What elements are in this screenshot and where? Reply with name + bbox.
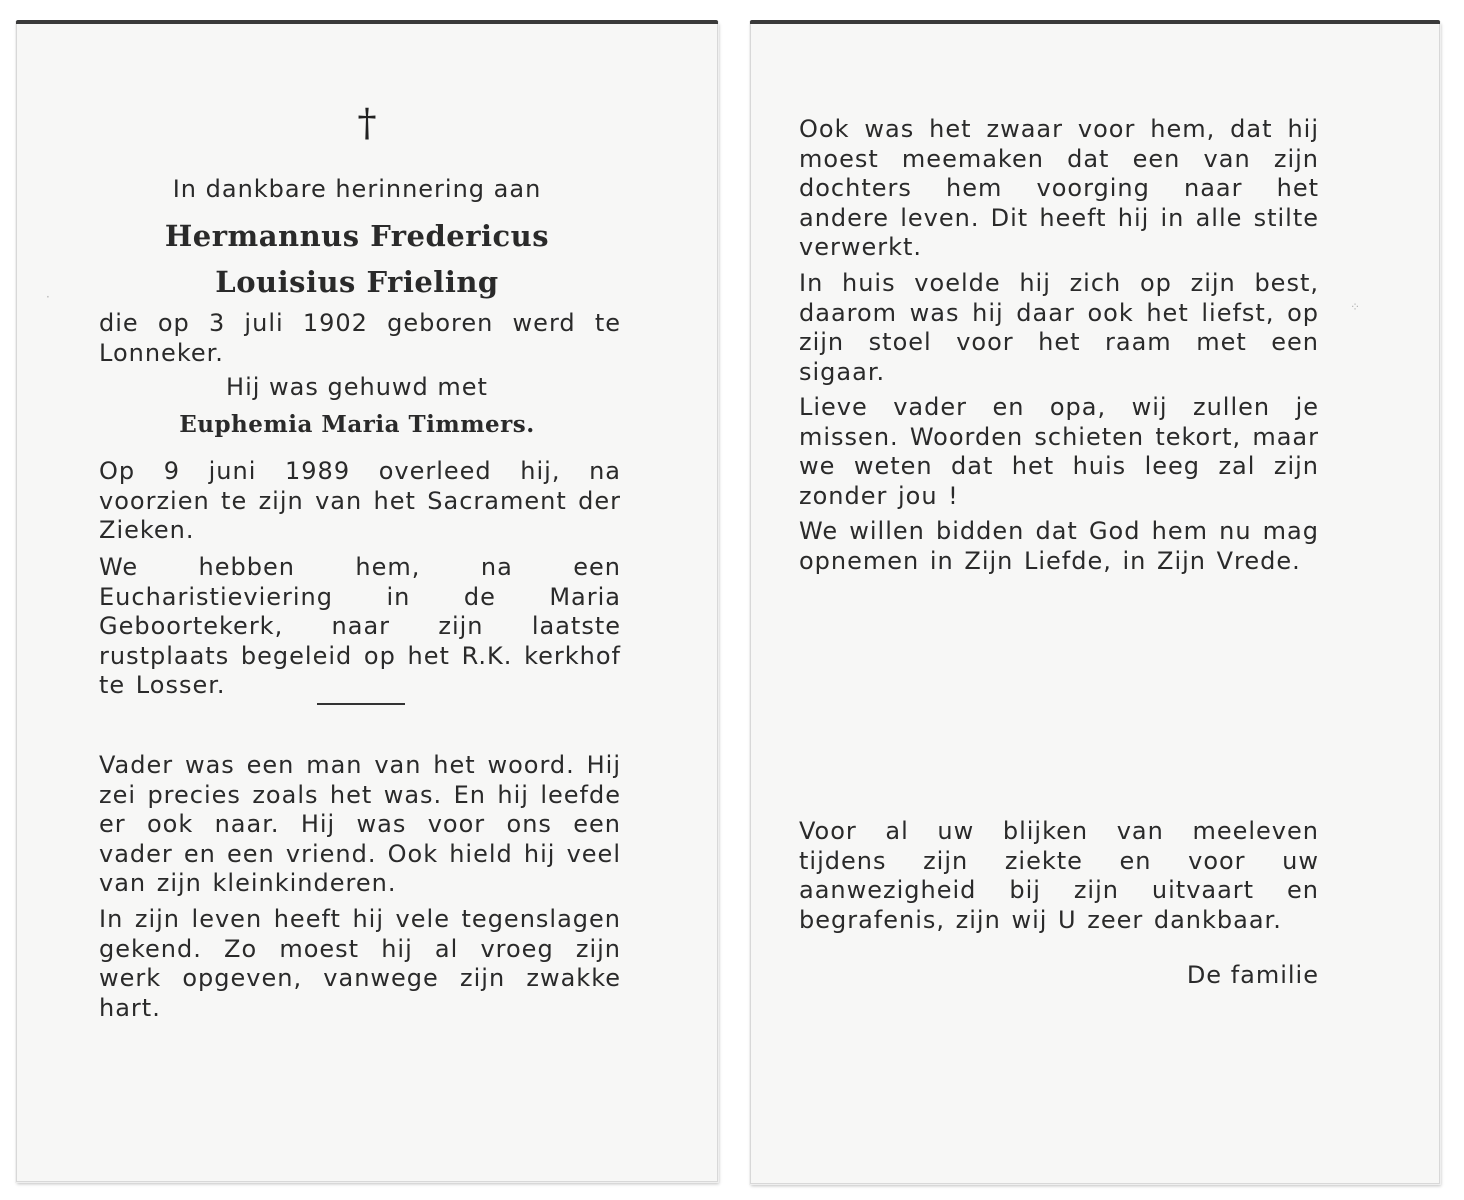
death-text: Op 9 juni 1989 overleed hij, na voorzien te zijn van het Sacrament der Zieken. bbox=[99, 457, 621, 544]
tribute-paragraph-1: Vader was een man van het woord. Hij zei precies zoals het was. En hij leefde er ook naar. Hij was voor ons een vader en een vriend. Ook hield hij veel van zijn kleinkinderen. bbox=[99, 751, 621, 897]
right-card bbox=[750, 22, 1440, 1184]
right-paragraph-2: In huis voelde hij zich op zijn best, daarom was hij daar ook het liefst, op zijn stoel voor het raam met een sigaar. bbox=[799, 269, 1319, 386]
left-card bbox=[16, 22, 718, 1182]
thanks-paragraph: Voor al uw blijken van meeleven tijdens zijn ziekte en voor uw aanwezigheid bij zijn uitvaart en begrafenis, zijn wij U zeer dankbaar. bbox=[799, 817, 1319, 934]
right-paragraph-4: We willen bidden dat God hem nu mag opnemen in Zijn Liefde, in Zijn Vrede. bbox=[799, 517, 1319, 575]
tribute-paragraph-2: In zijn leven heeft hij vele tegenslagen gekend. Zo moest hij al vroeg zijn werk opgeven, vanwege zijn zwakke hart. bbox=[99, 905, 621, 1022]
cross-icon: † bbox=[357, 101, 377, 145]
divider-line bbox=[317, 703, 405, 705]
signature: De familie bbox=[1186, 961, 1319, 989]
funeral-text: We hebben hem, na een Eucharistieviering in de Maria Geboortekerk, naar zijn laatste rustplaats begeleid op het R.K. kerkhof te Losser. bbox=[99, 553, 621, 699]
spouse-name: Euphemia Maria Timmers. bbox=[179, 411, 535, 438]
birth-text: die op 3 juli 1902 geboren werd te Lonneker. bbox=[99, 309, 621, 367]
right-paragraph-3: Lieve vader en opa, wij zullen je missen. Woorden schieten tekort, maar we weten dat het huis leeg zal zijn zonder jou ! bbox=[799, 393, 1319, 510]
deceased-name-line2: Louisius Frieling bbox=[215, 265, 499, 299]
deceased-name-line1: Hermannus Fredericus bbox=[164, 219, 550, 253]
married-intro-text: Hij was gehuwd met bbox=[226, 373, 488, 401]
intro-text: In dankbare herinnering aan bbox=[172, 175, 542, 203]
paper-speck: · bbox=[46, 290, 50, 304]
right-paragraph-1: Ook was het zwaar voor hem, dat hij moest meemaken dat een van zijn dochters hem voorging naar het andere leven. Dit heeft hij in alle stilte verwerkt. bbox=[799, 115, 1319, 261]
paper-speck: ⁘ bbox=[1350, 300, 1361, 314]
